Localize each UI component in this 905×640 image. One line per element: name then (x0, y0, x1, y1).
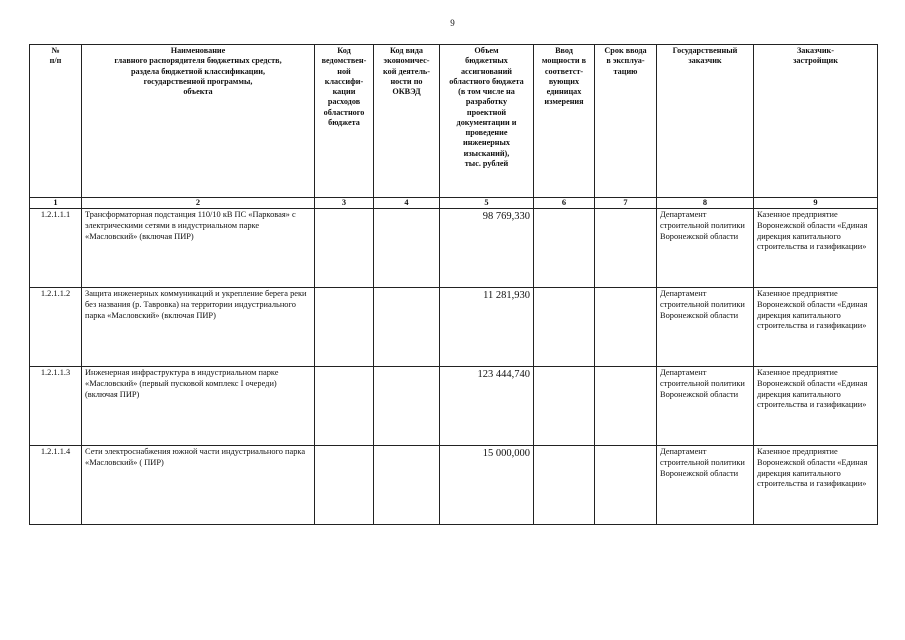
amount-cell: 15 000,000 (440, 446, 534, 525)
okved-cell (374, 288, 440, 367)
amount-cell: 123 444,740 (440, 367, 534, 446)
table-row (30, 209, 878, 288)
okved-cell (374, 367, 440, 446)
column-number-row (30, 198, 878, 209)
row-code: 1.2.1.1.2 (30, 288, 82, 367)
okved-cell (374, 446, 440, 525)
dept-code-cell (315, 446, 374, 525)
table-header-row (30, 45, 878, 198)
row-code: 1.2.1.1.4 (30, 446, 82, 525)
column-number: 5 (440, 198, 534, 209)
header-cell-customer: Государственный заказчик (657, 45, 754, 198)
table-row (30, 367, 878, 446)
table-row (30, 446, 878, 525)
term-cell (595, 367, 657, 446)
header-cell-developer: Заказчик- застройщик (754, 45, 878, 198)
row-code: 1.2.1.1.1 (30, 209, 82, 288)
term-cell (595, 446, 657, 525)
header-cell-amount: Объем бюджетных ассигнований областного бюджета (в том числе на разработку проектной документации и проведение инженерных изысканий), тыс. рублей (440, 45, 534, 198)
column-number: 6 (534, 198, 595, 209)
okved-cell (374, 209, 440, 288)
term-cell (595, 209, 657, 288)
dept-code-cell (315, 288, 374, 367)
column-number: 2 (82, 198, 315, 209)
dept-code-cell (315, 367, 374, 446)
header-cell-name: Наименование главного распорядителя бюджетных средств, раздела бюджетной классификации, государственной программы, объекта (82, 45, 315, 198)
developer-cell: Казенное предприятие Воронежской области «Единая дирекция капитального строительства и газификации» (754, 288, 878, 367)
header-cell-term: Срок ввода в эксплуа- тацию (595, 45, 657, 198)
column-number: 3 (315, 198, 374, 209)
object-name: Инженерная инфраструктура в индустриальном парке «Масловский» (первый пусковой комплекс I очереди) (включая ПИР) (82, 367, 315, 446)
dept-code-cell (315, 209, 374, 288)
state-customer-cell: Департамент строительной политики Воронежской области (657, 209, 754, 288)
header-cell-capacity: Ввод мощности в соответст- вующих единицах измерения (534, 45, 595, 198)
column-number: 4 (374, 198, 440, 209)
object-name: Трансформаторная подстанция 110/10 кВ ПС «Парковая» с электрическими сетями в индустриальном парке «Масловский» (включая ПИР) (82, 209, 315, 288)
column-number: 8 (657, 198, 754, 209)
object-name: Сети электроснабжения южной части индустриального парка «Масловский» ( ПИР) (82, 446, 315, 525)
capacity-cell (534, 446, 595, 525)
header-cell-number: № п/п (30, 45, 82, 198)
term-cell (595, 288, 657, 367)
amount-cell: 98 769,330 (440, 209, 534, 288)
column-number: 9 (754, 198, 878, 209)
header-cell-okved: Код вида экономичес- кой деятель- ности по ОКВЭД (374, 45, 440, 198)
row-code: 1.2.1.1.3 (30, 367, 82, 446)
page-number: 9 (450, 18, 455, 28)
capacity-cell (534, 367, 595, 446)
budget-allocation-table (29, 44, 878, 525)
column-number: 7 (595, 198, 657, 209)
state-customer-cell: Департамент строительной политики Воронежской области (657, 288, 754, 367)
developer-cell: Казенное предприятие Воронежской области «Единая дирекция капитального строительства и газификации» (754, 446, 878, 525)
table-row (30, 288, 878, 367)
object-name: Защита инженерных коммуникаций и укрепление берега реки без названия (р. Тавровка) на территории индустриального парка «Масловский» (включая ПИР) (82, 288, 315, 367)
developer-cell: Казенное предприятие Воронежской области «Единая дирекция капитального строительства и газификации» (754, 209, 878, 288)
amount-cell: 11 281,930 (440, 288, 534, 367)
capacity-cell (534, 288, 595, 367)
header-cell-dept-code: Код ведомствен- ной классифи- кации расходов областного бюджета (315, 45, 374, 198)
column-number: 1 (30, 198, 82, 209)
state-customer-cell: Департамент строительной политики Воронежской области (657, 446, 754, 525)
state-customer-cell: Департамент строительной политики Воронежской области (657, 367, 754, 446)
capacity-cell (534, 209, 595, 288)
developer-cell: Казенное предприятие Воронежской области «Единая дирекция капитального строительства и газификации» (754, 367, 878, 446)
